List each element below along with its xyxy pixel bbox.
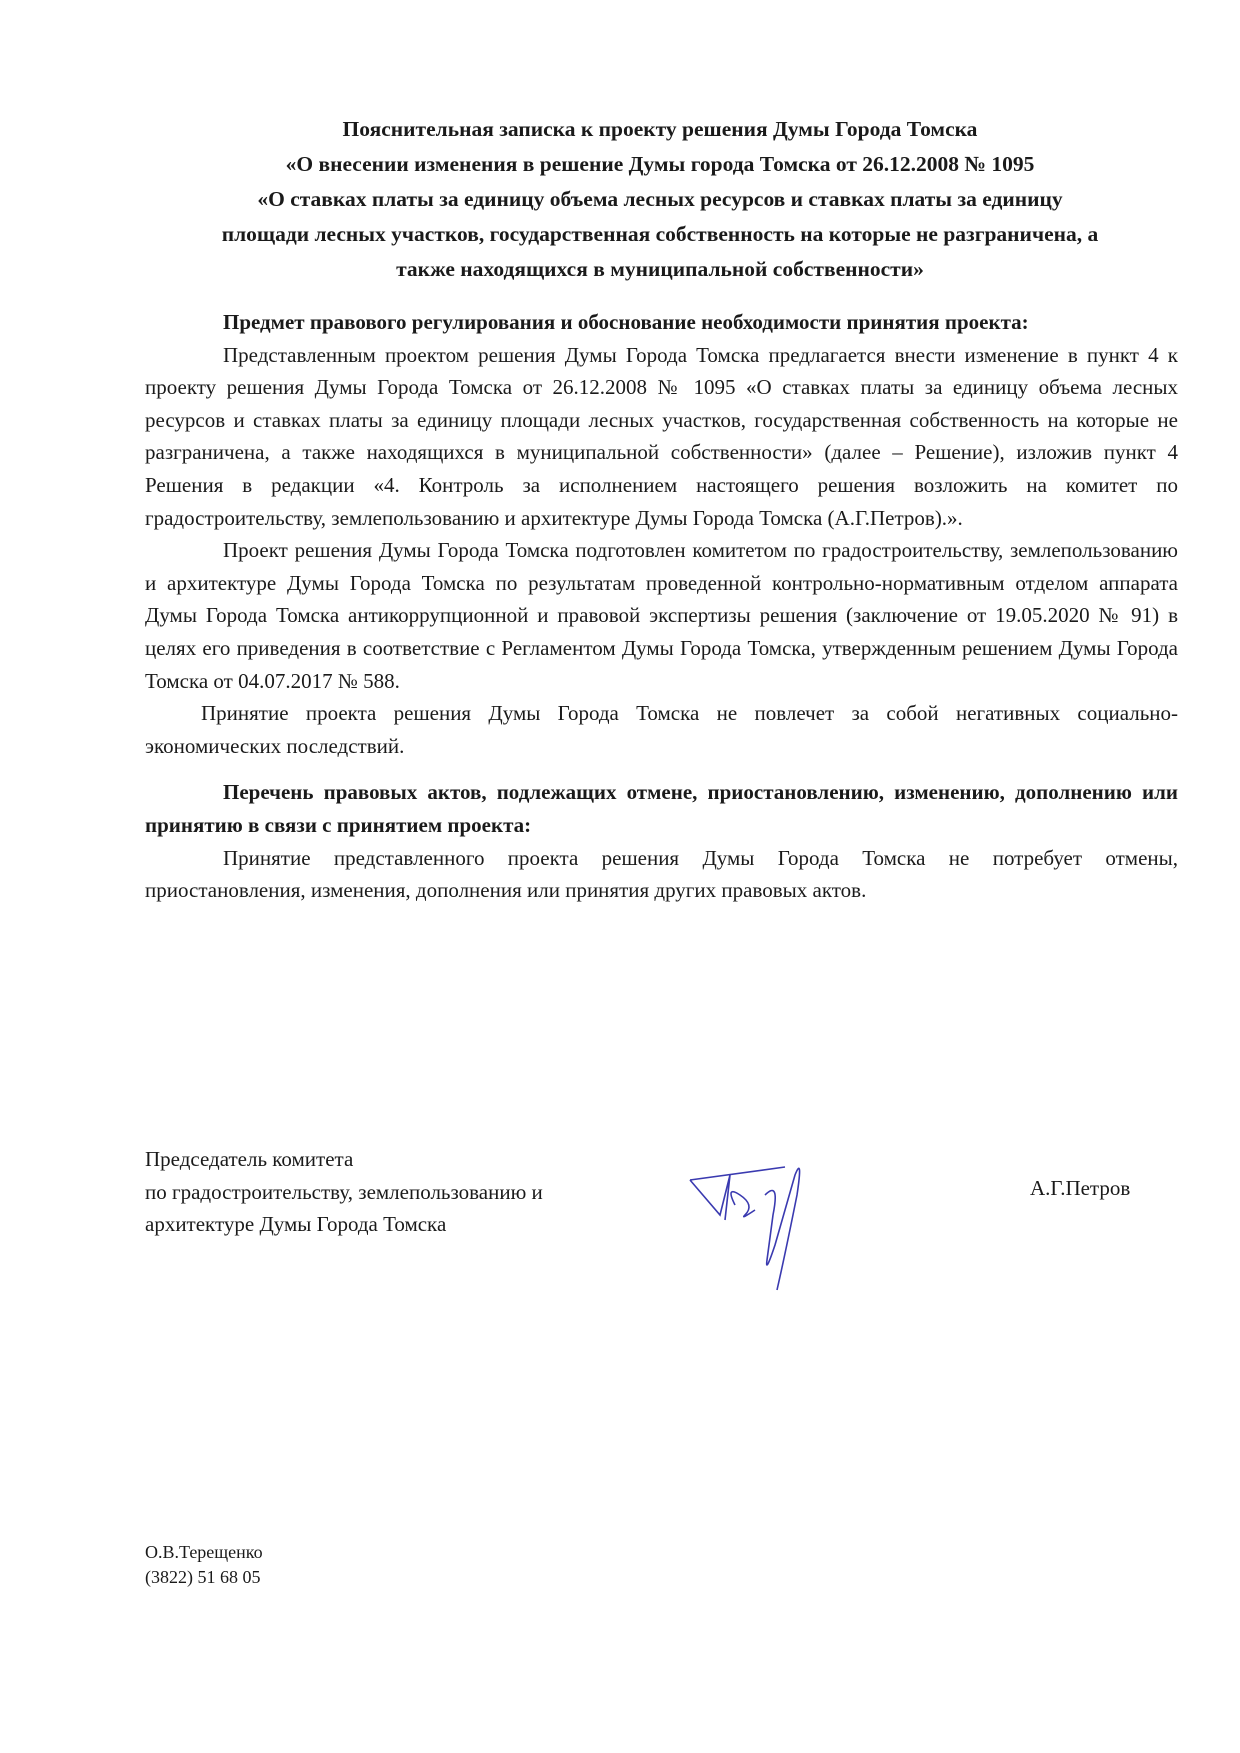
paragraph: Представленным проектом решения Думы Города Томска предлагается внести изменение в пункт 4 к проекту решения Думы Города Томска от 26.12.2008 № 1095 «О ставках платы за единицу объема лесных ресурсов и ставках платы за единицу площади лесных участков, государственная собственность на которые не разграничена, а также находящихся в муниципальной собственности» (далее – Решение), изложив пункт 4 Решения в редакции «4. Контроль за исполнением настоящего решения возложить на комитет по градостроительству, землепользованию и архитектуре Думы Города Томска (А.Г.Петров).». [145, 342, 1178, 530]
executor-name: О.В.Терещенко [145, 1542, 263, 1562]
document-title [140, 112, 1180, 287]
title-line: площади лесных участков, государственная собственность на которые не разграничена, а [221, 222, 1099, 246]
document-body [145, 306, 1178, 907]
section-heading: Предмет правового регулирования и обоснование необходимости принятия проекта: [223, 310, 1029, 334]
position-line: Председатель комитета [145, 1147, 354, 1171]
paragraph: Проект решения Думы Города Томска подготовлен комитетом по градостроительству, землепользованию и архитектуре Думы Города Томска по результатам проведенной контрольно-нормативным отделом аппарата Думы Города Томска антикоррупционной и правовой экспертизы решения (заключение от 19.05.2020 № 91) в целях его приведения в соответствие с Регламентом Думы Города Томска, утвержденным решением Думы Города Томска от 04.07.2017 № 588. [145, 538, 1178, 693]
paragraph: Принятие представленного проекта решения Думы Города Томска не потребует отмены, приостановления, изменения, дополнения или принятия других правовых актов. [145, 845, 1178, 903]
position-line: по градостроительству, землепользованию и [145, 1179, 543, 1204]
paragraph: Принятие проекта решения Думы Города Томска не повлечет за собой негативных социально-экономических последствий. [145, 701, 1178, 758]
handwritten-signature [685, 1155, 855, 1295]
position-line: архитектуре Думы Города Томска [145, 1212, 447, 1236]
executor-phone: (3822) 51 68 05 [145, 1567, 261, 1587]
signatory-position [145, 1143, 543, 1241]
executor-info [145, 1540, 263, 1590]
title-line: Пояснительная записка к проекту решения Думы Города Томска [342, 117, 978, 141]
section-heading: Перечень правовых актов, подлежащих отмене, приостановлению, изменению, дополнению или принятию в связи с принятием проекта: [145, 780, 1178, 837]
title-line: также находящихся в муниципальной собственности» [396, 257, 924, 281]
signatory-name: А.Г.Петров [1030, 1176, 1131, 1200]
title-line: «О внесении изменения в решение Думы города Томска от 26.12.2008 № 1095 [285, 152, 1035, 176]
title-line: «О ставках платы за единицу объема лесных ресурсов и ставках платы за единицу [257, 187, 1063, 211]
